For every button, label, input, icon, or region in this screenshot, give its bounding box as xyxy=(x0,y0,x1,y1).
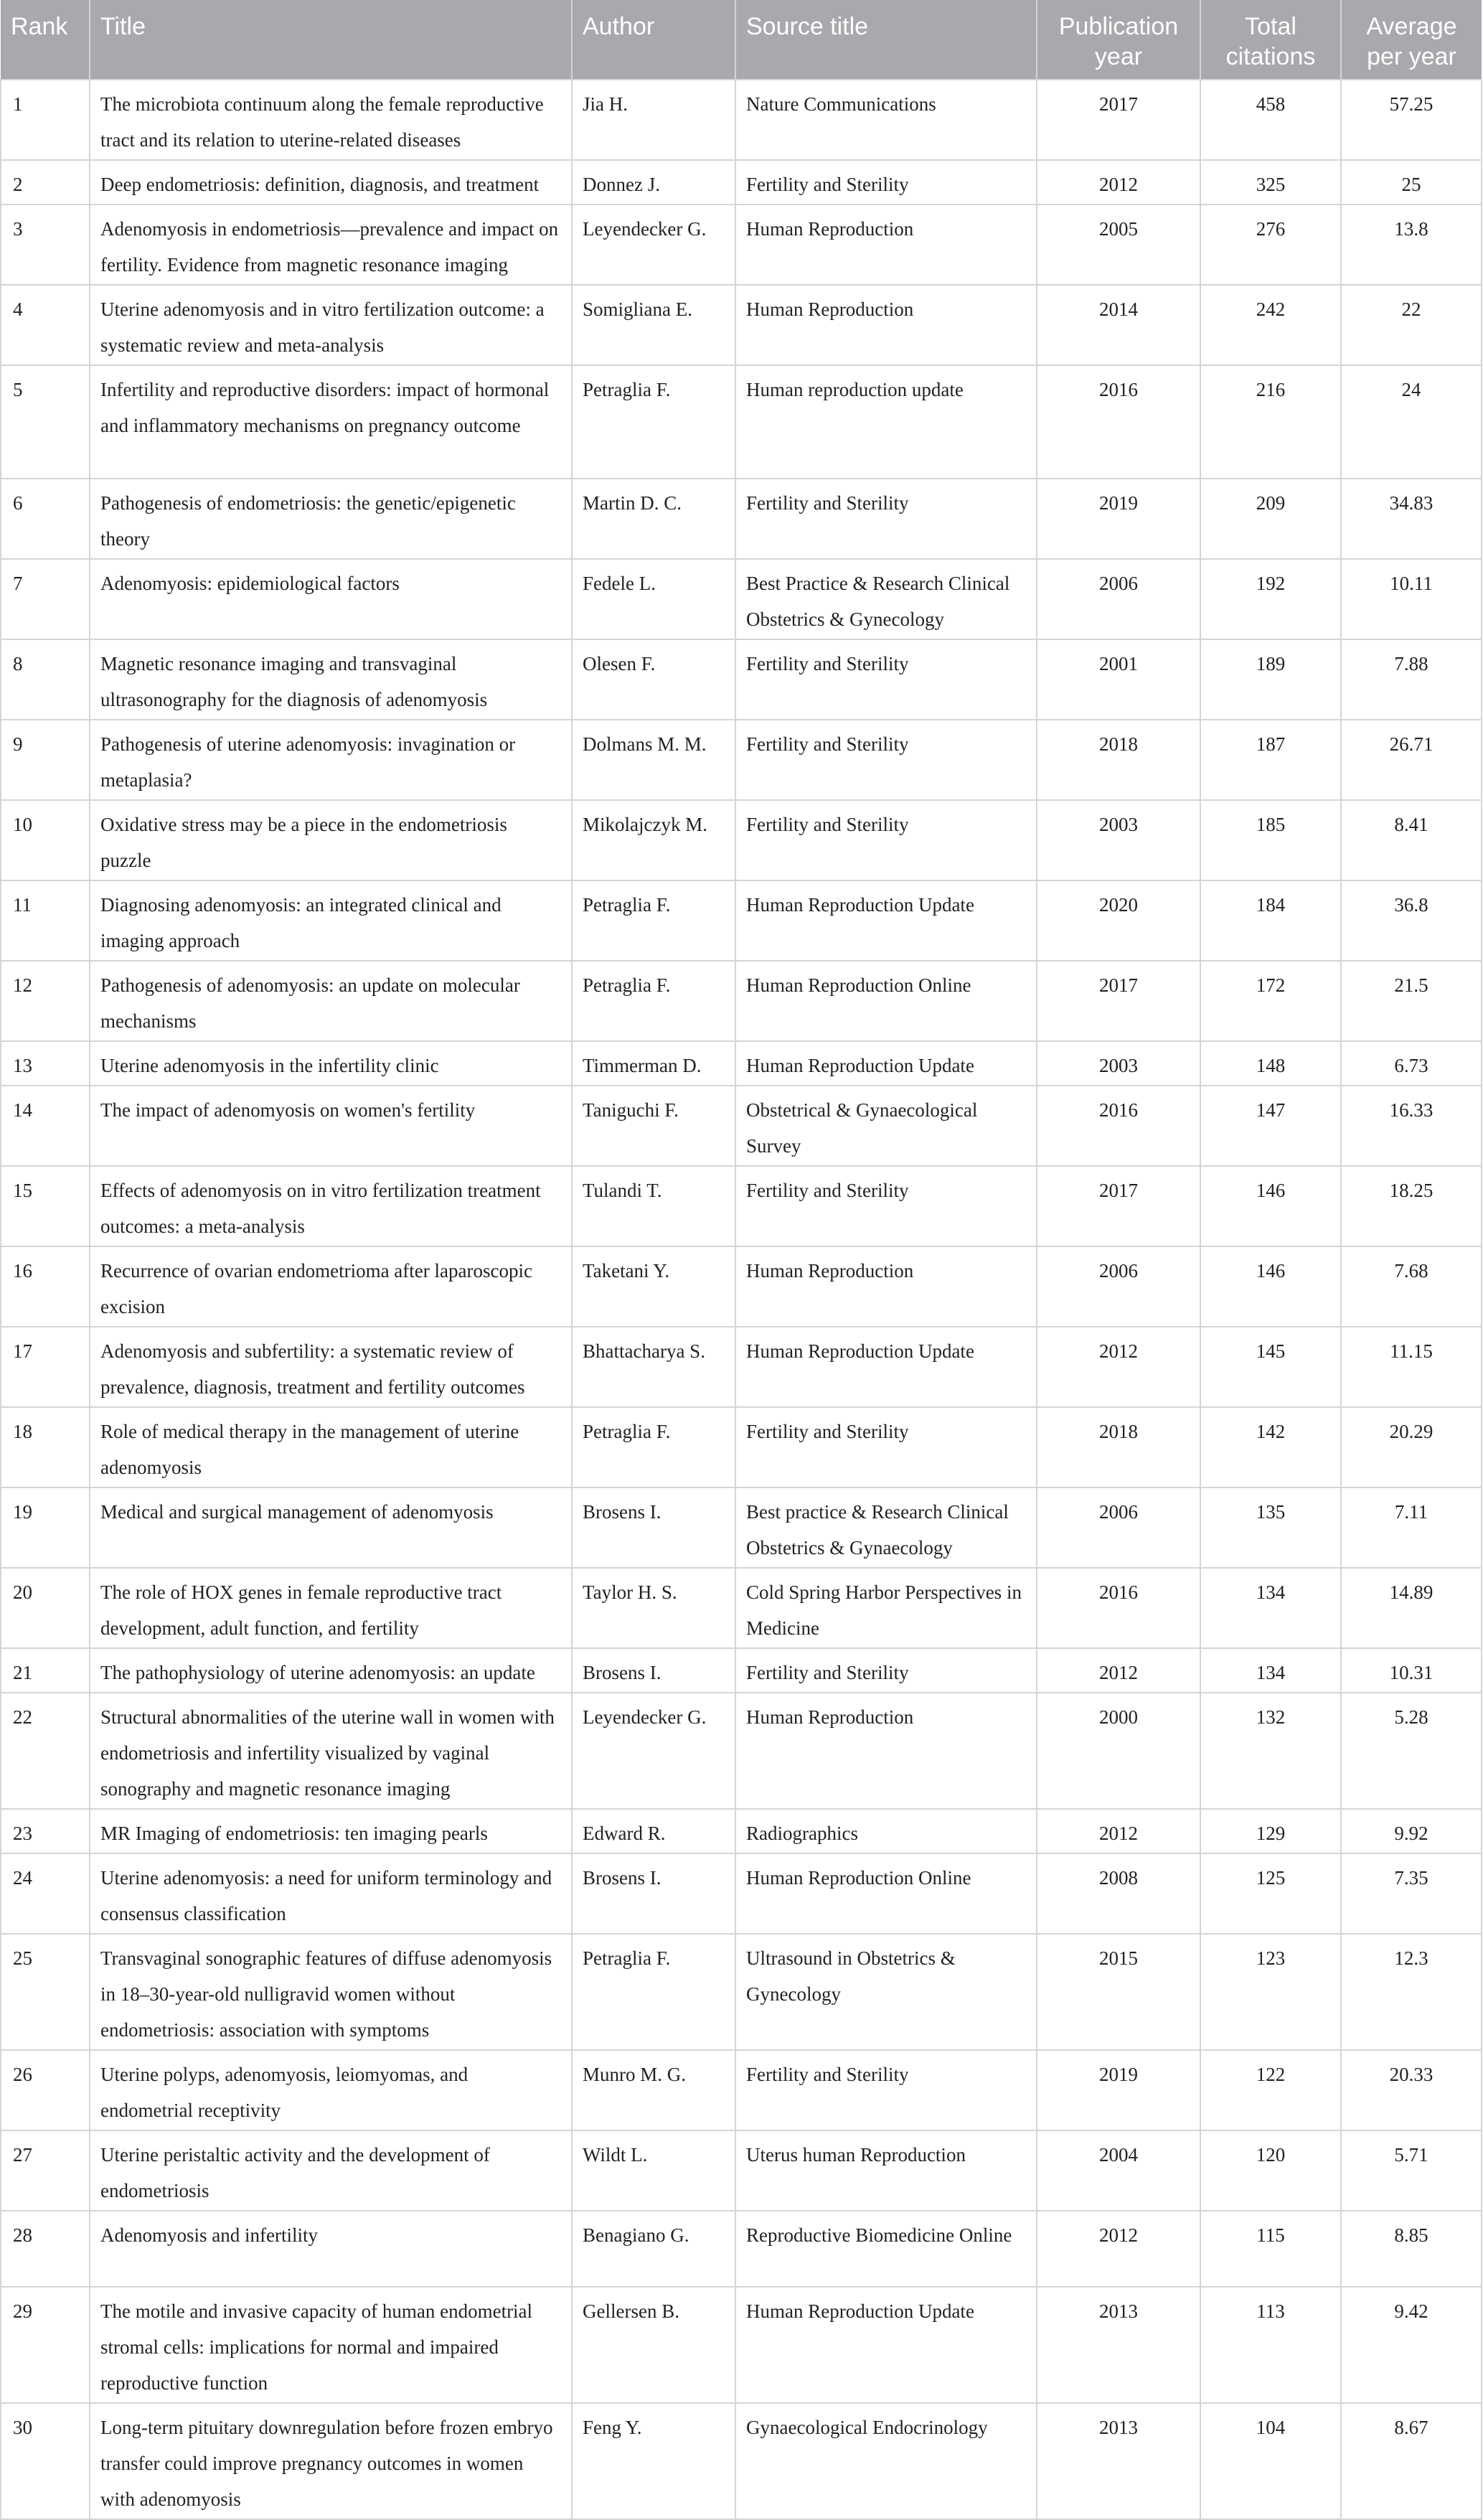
cell-author: Leyendecker G. xyxy=(572,204,735,285)
cell-publication-year: 2012 xyxy=(1037,1809,1200,1853)
cell-average-per-year: 25 xyxy=(1341,160,1482,204)
table-row xyxy=(1,1934,1482,2050)
cell-source-title: Human Reproduction xyxy=(735,285,1037,365)
cell-source-title: Radiographics xyxy=(735,1809,1037,1853)
cell-publication-year: 2019 xyxy=(1037,479,1200,559)
header-author: Author xyxy=(572,0,735,80)
cell-source-title: Human reproduction update xyxy=(735,365,1037,479)
cell-rank: 4 xyxy=(1,285,90,365)
cell-title: The pathophysiology of uterine adenomyosis: an update xyxy=(90,1648,572,1693)
cell-source-title: Human Reproduction xyxy=(735,204,1037,285)
cell-author: Edward R. xyxy=(572,1809,735,1853)
table-row xyxy=(1,1327,1482,1407)
cell-source-title: Fertility and Sterility xyxy=(735,1648,1037,1693)
cell-author: Petraglia F. xyxy=(572,365,735,479)
cell-rank: 1 xyxy=(1,80,90,160)
cell-author: Benagiano G. xyxy=(572,2211,735,2287)
cell-source-title: Cold Spring Harbor Perspectives in Medicine xyxy=(735,1568,1037,1648)
cell-source-title: Reproductive Biomedicine Online xyxy=(735,2211,1037,2287)
cell-average-per-year: 36.8 xyxy=(1341,880,1482,961)
cell-source-title: Best Practice & Research Clinical Obstetrics & Gynecology xyxy=(735,559,1037,639)
cell-rank: 16 xyxy=(1,1246,90,1327)
cell-total-citations: 129 xyxy=(1200,1809,1341,1853)
cell-publication-year: 2006 xyxy=(1037,559,1200,639)
cell-source-title: Human Reproduction Update xyxy=(735,880,1037,961)
cell-average-per-year: 21.5 xyxy=(1341,961,1482,1041)
cell-publication-year: 2012 xyxy=(1037,160,1200,204)
cell-total-citations: 147 xyxy=(1200,1086,1341,1166)
cell-author: Dolmans M. M. xyxy=(572,720,735,800)
cell-average-per-year: 22 xyxy=(1341,285,1482,365)
cell-author: Brosens I. xyxy=(572,1648,735,1693)
cell-title: Pathogenesis of endometriosis: the genetic/epigenetic theory xyxy=(90,479,572,559)
cell-total-citations: 184 xyxy=(1200,880,1341,961)
cell-author: Wildt L. xyxy=(572,2130,735,2211)
cell-source-title: Human Reproduction Online xyxy=(735,961,1037,1041)
cell-author: Donnez J. xyxy=(572,160,735,204)
cell-source-title: Fertility and Sterility xyxy=(735,800,1037,880)
cell-source-title: Fertility and Sterility xyxy=(735,2050,1037,2130)
cell-publication-year: 2020 xyxy=(1037,880,1200,961)
table-row xyxy=(1,80,1482,160)
cell-total-citations: 187 xyxy=(1200,720,1341,800)
cell-average-per-year: 7.35 xyxy=(1341,1853,1482,1934)
cell-rank: 3 xyxy=(1,204,90,285)
cell-average-per-year: 6.73 xyxy=(1341,1041,1482,1086)
cell-publication-year: 2006 xyxy=(1037,1487,1200,1568)
cell-rank: 23 xyxy=(1,1809,90,1853)
cell-total-citations: 216 xyxy=(1200,365,1341,479)
cell-rank: 12 xyxy=(1,961,90,1041)
cell-average-per-year: 5.71 xyxy=(1341,2130,1482,2211)
table-row xyxy=(1,800,1482,880)
table-row xyxy=(1,1041,1482,1086)
table-row xyxy=(1,961,1482,1041)
cell-source-title: Fertility and Sterility xyxy=(735,1407,1037,1487)
cell-title: The motile and invasive capacity of human endometrial stromal cells: implications for normal and impaired reproductive function xyxy=(90,2287,572,2403)
header-title: Title xyxy=(90,0,572,80)
cell-source-title: Nature Communications xyxy=(735,80,1037,160)
cell-author: Martin D. C. xyxy=(572,479,735,559)
cell-author: Mikolajczyk M. xyxy=(572,800,735,880)
cell-title: Long-term pituitary downregulation before frozen embryo transfer could improve pregnancy outcomes in women with adenomyosis xyxy=(90,2403,572,2519)
table-row xyxy=(1,1166,1482,1246)
cell-source-title: Obstetrical & Gynaecological Survey xyxy=(735,1086,1037,1166)
cell-total-citations: 104 xyxy=(1200,2403,1341,2519)
cell-average-per-year: 18.25 xyxy=(1341,1166,1482,1246)
cell-source-title: Human Reproduction Online xyxy=(735,1853,1037,1934)
header-rank: Rank xyxy=(1,0,90,80)
cell-publication-year: 2012 xyxy=(1037,1327,1200,1407)
cell-rank: 22 xyxy=(1,1693,90,1809)
table-row xyxy=(1,1648,1482,1693)
cell-title: Pathogenesis of adenomyosis: an update on molecular mechanisms xyxy=(90,961,572,1041)
cell-title: Uterine adenomyosis and in vitro fertilization outcome: a systematic review and meta-analysis xyxy=(90,285,572,365)
cell-publication-year: 2016 xyxy=(1037,1568,1200,1648)
cell-publication-year: 2016 xyxy=(1037,365,1200,479)
cell-total-citations: 172 xyxy=(1200,961,1341,1041)
cell-rank: 14 xyxy=(1,1086,90,1166)
cell-rank: 2 xyxy=(1,160,90,204)
cell-total-citations: 113 xyxy=(1200,2287,1341,2403)
cell-publication-year: 2016 xyxy=(1037,1086,1200,1166)
table-row xyxy=(1,285,1482,365)
cell-author: Tulandi T. xyxy=(572,1166,735,1246)
cell-source-title: Human Reproduction Update xyxy=(735,1041,1037,1086)
table-row xyxy=(1,559,1482,639)
cell-author: Taniguchi F. xyxy=(572,1086,735,1166)
cell-publication-year: 2005 xyxy=(1037,204,1200,285)
cell-title: Uterine peristaltic activity and the development of endometriosis xyxy=(90,2130,572,2211)
header-total-citations: Total citations xyxy=(1200,0,1341,80)
cell-rank: 25 xyxy=(1,1934,90,2050)
cell-rank: 27 xyxy=(1,2130,90,2211)
cell-title: Deep endometriosis: definition, diagnosis, and treatment xyxy=(90,160,572,204)
cell-rank: 17 xyxy=(1,1327,90,1407)
cell-rank: 30 xyxy=(1,2403,90,2519)
cell-author: Feng Y. xyxy=(572,2403,735,2519)
cell-title: Uterine adenomyosis in the infertility clinic xyxy=(90,1041,572,1086)
cell-title: Uterine polyps, adenomyosis, leiomyomas, and endometrial receptivity xyxy=(90,2050,572,2130)
cell-total-citations: 120 xyxy=(1200,2130,1341,2211)
cell-title: Structural abnormalities of the uterine wall in women with endometriosis and infertility visualized by vaginal sonography and magnetic resonance imaging xyxy=(90,1693,572,1809)
cell-total-citations: 134 xyxy=(1200,1568,1341,1648)
cell-author: Petraglia F. xyxy=(572,1407,735,1487)
cell-average-per-year: 26.71 xyxy=(1341,720,1482,800)
cell-total-citations: 185 xyxy=(1200,800,1341,880)
table-row xyxy=(1,365,1482,479)
cell-publication-year: 2018 xyxy=(1037,1407,1200,1487)
cell-title: Effects of adenomyosis on in vitro fertilization treatment outcomes: a meta-analysis xyxy=(90,1166,572,1246)
cell-rank: 28 xyxy=(1,2211,90,2287)
cell-average-per-year: 57.25 xyxy=(1341,80,1482,160)
table-row xyxy=(1,204,1482,285)
cell-average-per-year: 13.8 xyxy=(1341,204,1482,285)
table-row xyxy=(1,2050,1482,2130)
cell-rank: 10 xyxy=(1,800,90,880)
cell-title: Pathogenesis of uterine adenomyosis: invagination or metaplasia? xyxy=(90,720,572,800)
cell-source-title: Ultrasound in Obstetrics & Gynecology xyxy=(735,1934,1037,2050)
cell-rank: 6 xyxy=(1,479,90,559)
cell-author: Fedele L. xyxy=(572,559,735,639)
table-header-row xyxy=(1,0,1482,80)
cell-title: Adenomyosis and infertility xyxy=(90,2211,572,2287)
cell-source-title: Fertility and Sterility xyxy=(735,160,1037,204)
table-row xyxy=(1,2287,1482,2403)
cell-total-citations: 134 xyxy=(1200,1648,1341,1693)
cell-author: Timmerman D. xyxy=(572,1041,735,1086)
cell-author: Brosens I. xyxy=(572,1853,735,1934)
cell-source-title: Best practice & Research Clinical Obstetrics & Gynaecology xyxy=(735,1487,1037,1568)
cell-total-citations: 135 xyxy=(1200,1487,1341,1568)
table-row xyxy=(1,160,1482,204)
cell-rank: 20 xyxy=(1,1568,90,1648)
cell-total-citations: 325 xyxy=(1200,160,1341,204)
cell-title: Uterine adenomyosis: a need for uniform terminology and consensus classification xyxy=(90,1853,572,1934)
cell-title: Adenomyosis: epidemiological factors xyxy=(90,559,572,639)
cell-average-per-year: 7.11 xyxy=(1341,1487,1482,1568)
cell-average-per-year: 8.85 xyxy=(1341,2211,1482,2287)
cell-rank: 13 xyxy=(1,1041,90,1086)
table-row xyxy=(1,2211,1482,2287)
cell-title: The impact of adenomyosis on women's fertility xyxy=(90,1086,572,1166)
table-row xyxy=(1,1853,1482,1934)
cell-average-per-year: 20.33 xyxy=(1341,2050,1482,2130)
cell-source-title: Fertility and Sterility xyxy=(735,639,1037,720)
cell-publication-year: 2008 xyxy=(1037,1853,1200,1934)
cell-total-citations: 189 xyxy=(1200,639,1341,720)
table-body xyxy=(1,80,1482,2519)
cell-title: The role of HOX genes in female reproductive tract development, adult function, and fertility xyxy=(90,1568,572,1648)
cell-total-citations: 145 xyxy=(1200,1327,1341,1407)
cell-publication-year: 2017 xyxy=(1037,1166,1200,1246)
cell-publication-year: 2006 xyxy=(1037,1246,1200,1327)
cell-publication-year: 2013 xyxy=(1037,2403,1200,2519)
cell-author: Petraglia F. xyxy=(572,961,735,1041)
cell-total-citations: 115 xyxy=(1200,2211,1341,2287)
cell-publication-year: 2019 xyxy=(1037,2050,1200,2130)
cell-publication-year: 2018 xyxy=(1037,720,1200,800)
cell-total-citations: 125 xyxy=(1200,1853,1341,1934)
cell-source-title: Gynaecological Endocrinology xyxy=(735,2403,1037,2519)
cell-rank: 9 xyxy=(1,720,90,800)
table-row xyxy=(1,720,1482,800)
cell-publication-year: 2015 xyxy=(1037,1934,1200,2050)
cell-title: MR Imaging of endometriosis: ten imaging pearls xyxy=(90,1809,572,1853)
table-row xyxy=(1,1809,1482,1853)
cell-author: Taketani Y. xyxy=(572,1246,735,1327)
cell-author: Somigliana E. xyxy=(572,285,735,365)
cell-rank: 18 xyxy=(1,1407,90,1487)
table-row xyxy=(1,2403,1482,2519)
cell-rank: 24 xyxy=(1,1853,90,1934)
cell-average-per-year: 14.89 xyxy=(1341,1568,1482,1648)
cell-source-title: Human Reproduction Update xyxy=(735,1327,1037,1407)
cell-total-citations: 146 xyxy=(1200,1166,1341,1246)
cell-publication-year: 2014 xyxy=(1037,285,1200,365)
cell-average-per-year: 24 xyxy=(1341,365,1482,479)
cell-publication-year: 2000 xyxy=(1037,1693,1200,1809)
cell-author: Jia H. xyxy=(572,80,735,160)
cell-author: Olesen F. xyxy=(572,639,735,720)
cell-average-per-year: 9.42 xyxy=(1341,2287,1482,2403)
cell-average-per-year: 7.68 xyxy=(1341,1246,1482,1327)
cell-total-citations: 192 xyxy=(1200,559,1341,639)
cell-average-per-year: 10.11 xyxy=(1341,559,1482,639)
cell-total-citations: 276 xyxy=(1200,204,1341,285)
cell-total-citations: 458 xyxy=(1200,80,1341,160)
cell-author: Brosens I. xyxy=(572,1487,735,1568)
cell-title: Adenomyosis in endometriosis—prevalence and impact on fertility. Evidence from magnetic resonance imaging xyxy=(90,204,572,285)
cell-author: Petraglia F. xyxy=(572,880,735,961)
table-row xyxy=(1,880,1482,961)
header-publication-year: Publication year xyxy=(1037,0,1200,80)
cell-rank: 19 xyxy=(1,1487,90,1568)
cell-publication-year: 2017 xyxy=(1037,80,1200,160)
table-row xyxy=(1,639,1482,720)
cell-title: Magnetic resonance imaging and transvaginal ultrasonography for the diagnosis of adenomyosis xyxy=(90,639,572,720)
cell-source-title: Fertility and Sterility xyxy=(735,1166,1037,1246)
cell-total-citations: 209 xyxy=(1200,479,1341,559)
table-row xyxy=(1,1246,1482,1327)
cell-rank: 7 xyxy=(1,559,90,639)
table-row xyxy=(1,1407,1482,1487)
cell-average-per-year: 8.67 xyxy=(1341,2403,1482,2519)
cell-average-per-year: 34.83 xyxy=(1341,479,1482,559)
cell-total-citations: 148 xyxy=(1200,1041,1341,1086)
cell-publication-year: 2012 xyxy=(1037,2211,1200,2287)
cell-rank: 21 xyxy=(1,1648,90,1693)
cell-source-title: Human Reproduction Update xyxy=(735,2287,1037,2403)
cell-average-per-year: 8.41 xyxy=(1341,800,1482,880)
cell-average-per-year: 20.29 xyxy=(1341,1407,1482,1487)
cell-average-per-year: 10.31 xyxy=(1341,1648,1482,1693)
cell-total-citations: 142 xyxy=(1200,1407,1341,1487)
cell-rank: 11 xyxy=(1,880,90,961)
cell-total-citations: 242 xyxy=(1200,285,1341,365)
cell-average-per-year: 5.28 xyxy=(1341,1693,1482,1809)
cell-source-title: Uterus human Reproduction xyxy=(735,2130,1037,2211)
cell-total-citations: 122 xyxy=(1200,2050,1341,2130)
cell-average-per-year: 9.92 xyxy=(1341,1809,1482,1853)
cell-author: Leyendecker G. xyxy=(572,1693,735,1809)
cell-author: Petraglia F. xyxy=(572,1934,735,2050)
cell-title: Role of medical therapy in the management of uterine adenomyosis xyxy=(90,1407,572,1487)
cell-rank: 26 xyxy=(1,2050,90,2130)
cell-average-per-year: 16.33 xyxy=(1341,1086,1482,1166)
header-source-title: Source title xyxy=(735,0,1037,80)
cell-publication-year: 2003 xyxy=(1037,800,1200,880)
cell-source-title: Fertility and Sterility xyxy=(735,720,1037,800)
cell-rank: 15 xyxy=(1,1166,90,1246)
cell-title: Recurrence of ovarian endometrioma after laparoscopic excision xyxy=(90,1246,572,1327)
table-row xyxy=(1,1086,1482,1166)
cell-author: Bhattacharya S. xyxy=(572,1327,735,1407)
cell-publication-year: 2004 xyxy=(1037,2130,1200,2211)
cell-rank: 29 xyxy=(1,2287,90,2403)
cell-author: Taylor H. S. xyxy=(572,1568,735,1648)
cell-title: Adenomyosis and subfertility: a systematic review of prevalence, diagnosis, treatment and fertility outcomes xyxy=(90,1327,572,1407)
cell-average-per-year: 12.3 xyxy=(1341,1934,1482,2050)
cell-publication-year: 2017 xyxy=(1037,961,1200,1041)
cell-title: Transvaginal sonographic features of diffuse adenomyosis in 18–30-year-old nulligravid women without endometriosis: association with symptoms xyxy=(90,1934,572,2050)
header-average-per-year: Average per year xyxy=(1341,0,1482,80)
cell-title: The microbiota continuum along the female reproductive tract and its relation to uterine-related diseases xyxy=(90,80,572,160)
cell-title: Infertility and reproductive disorders: impact of hormonal and inflammatory mechanisms on pregnancy outcome xyxy=(90,365,572,479)
cell-source-title: Fertility and Sterility xyxy=(735,479,1037,559)
cell-source-title: Human Reproduction xyxy=(735,1246,1037,1327)
table-row xyxy=(1,1693,1482,1809)
cell-publication-year: 2003 xyxy=(1037,1041,1200,1086)
cell-title: Oxidative stress may be a piece in the endometriosis puzzle xyxy=(90,800,572,880)
cell-source-title: Human Reproduction xyxy=(735,1693,1037,1809)
cell-publication-year: 2012 xyxy=(1037,1648,1200,1693)
cell-title: Medical and surgical management of adenomyosis xyxy=(90,1487,572,1568)
cell-author: Munro M. G. xyxy=(572,2050,735,2130)
cell-publication-year: 2013 xyxy=(1037,2287,1200,2403)
table-row xyxy=(1,1487,1482,1568)
cell-title: Diagnosing adenomyosis: an integrated clinical and imaging approach xyxy=(90,880,572,961)
table-row xyxy=(1,479,1482,559)
cell-total-citations: 123 xyxy=(1200,1934,1341,2050)
cell-total-citations: 132 xyxy=(1200,1693,1341,1809)
cell-publication-year: 2001 xyxy=(1037,639,1200,720)
cell-rank: 8 xyxy=(1,639,90,720)
table-row xyxy=(1,1568,1482,1648)
cell-author: Gellersen B. xyxy=(572,2287,735,2403)
cell-rank: 5 xyxy=(1,365,90,479)
table-row xyxy=(1,2130,1482,2211)
cell-total-citations: 146 xyxy=(1200,1246,1341,1327)
cell-average-per-year: 11.15 xyxy=(1341,1327,1482,1407)
cell-average-per-year: 7.88 xyxy=(1341,639,1482,720)
